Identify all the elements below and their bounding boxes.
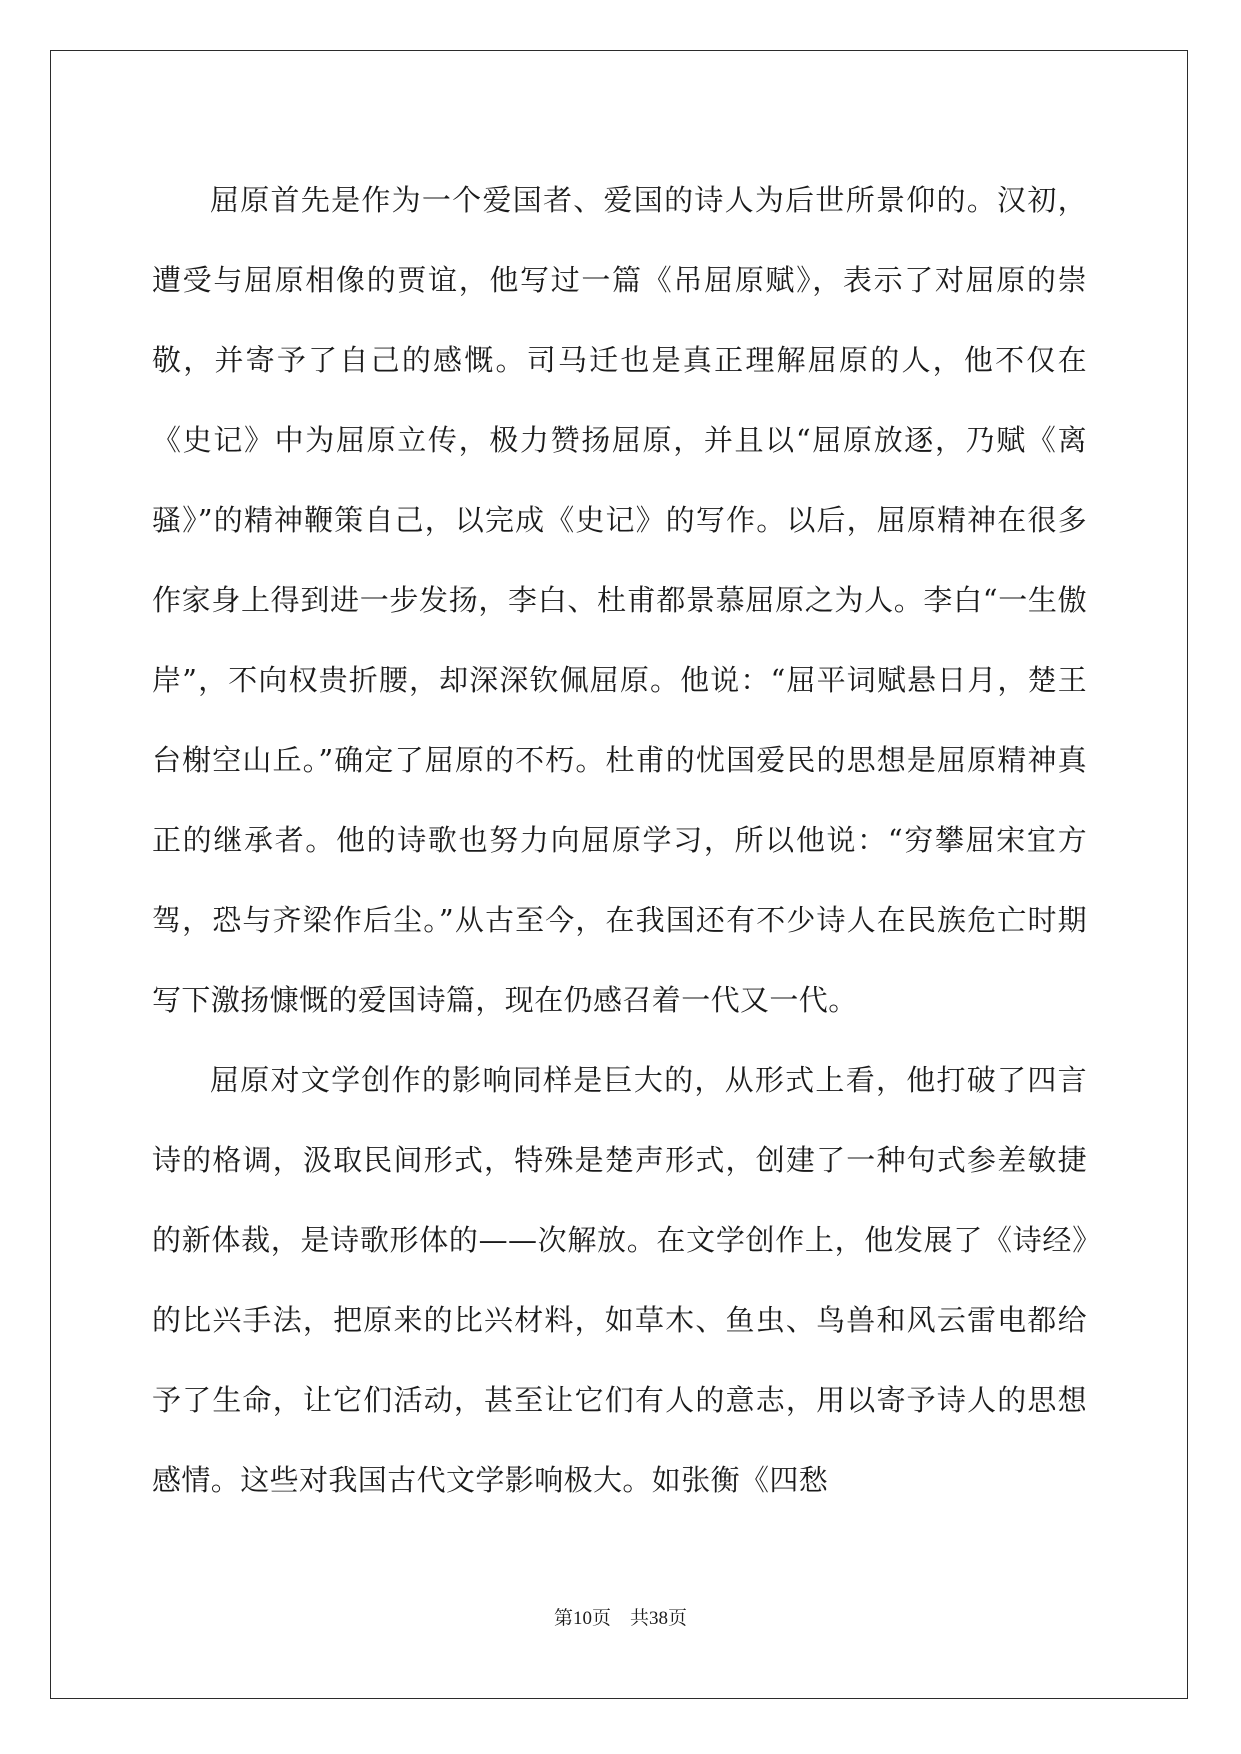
page-number-footer: 第10页 共38页 [553, 1608, 687, 1629]
paragraph-1: 屈原首先是作为一个爱国者、爱国的诗人为后世所景仰的。汉初，遭受与屈原相像的贾谊，他写过一篇《吊屈原赋》，表示了对屈原的崇敬，并寄予了自己的感慨。司马迁也是真正理解屈原的人，他不仅在《史记》中为屈原立传，极力赞扬屈原，并且以“屈原放逐，乃赋《离骚》”的精神鞭策自己，以完成《史记》的写作。以后，屈原精神在很多作家身上得到进一步发扬，李白、杜甫都景慕屈原之为人。李白“一生傲岸”，不向权贵折腰，却深深钦佩屈原。他说：“屈平词赋悬日月，楚王台榭空山丘。”确定了屈原的不朽。杜甫的忧国爱民的思想是屈原精神真正的继承者。他的诗歌也努力向屈原学习，所以他说：“穷攀屈宋宜方驾，恐与齐梁作后尘。”从古至今，在我国还有不少诗人在民族危亡时期写下激扬慷慨的爱国诗篇，现在仍感召着一代又一代。 [152, 183, 1087, 1017]
document-body [152, 160, 1087, 1520]
paragraph-2: 屈原对文学创作的影响同样是巨大的，从形式上看，他打破了四言诗的格调，汲取民间形式，特殊是楚声形式，创建了一种句式参差敏捷的新体裁，是诗歌形体的——次解放。在文学创作上，他发展了《诗经》的比兴手法，把原来的比兴材料，如草木、鱼虫、鸟兽和风云雷电都给予了生命，让它们活动，甚至让它们有人的意志，用以寄予诗人的思想感情。这些对我国古代文学影响极大。如张衡《四愁 [152, 1063, 1087, 1497]
